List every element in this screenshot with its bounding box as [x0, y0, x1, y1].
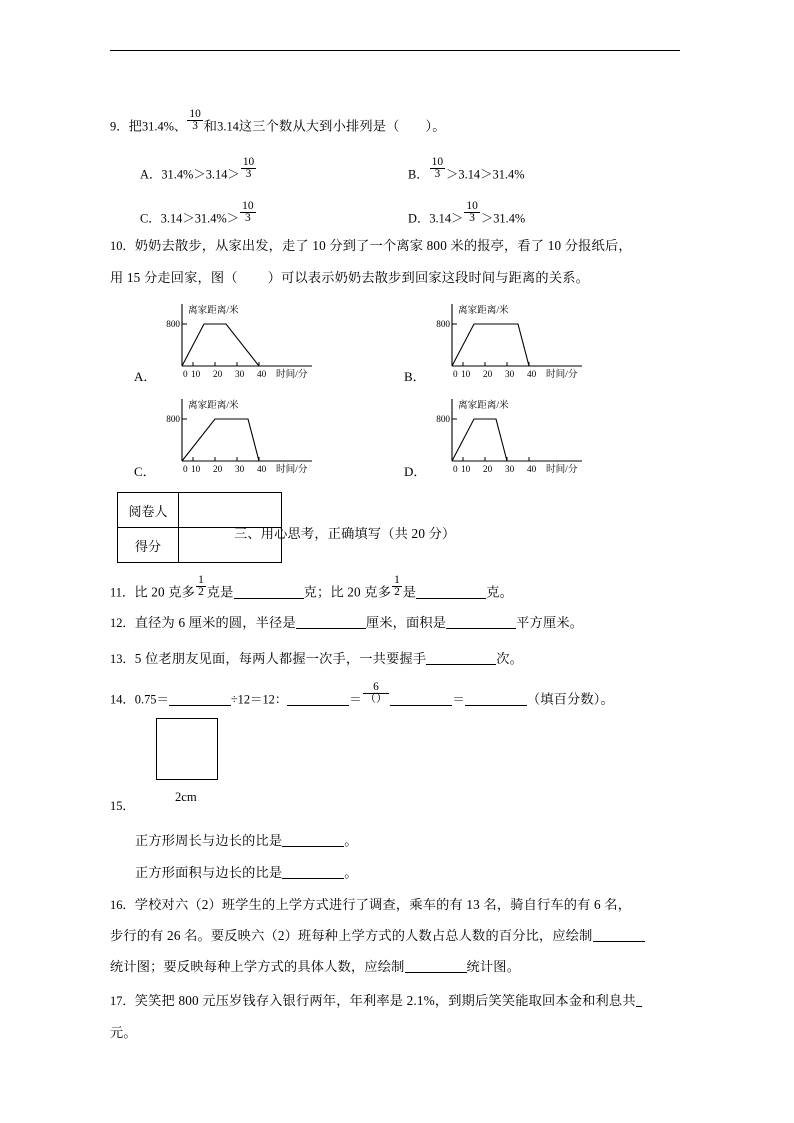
q9-option-a-numerator: 10	[242, 155, 255, 168]
question-10-number: 10．	[110, 239, 135, 253]
q11-fraction-1	[196, 575, 206, 599]
chart-b-ylabel: 离家距离/米	[458, 305, 509, 316]
chart-b-xtick-2: 20	[483, 369, 493, 379]
chart-c-xtick-0: 0	[183, 464, 188, 474]
question-10-chart-b-label: B．	[404, 369, 426, 384]
q10-line1-text: 奶奶去散步，从家出发，走了 10 分到了一个离家 800 米的报亭，看了 10 分报纸后，	[134, 238, 632, 253]
question-16-line-2	[110, 923, 645, 949]
q9-option-d-numerator: 10	[466, 199, 478, 212]
q16-answer-blank-1[interactable]	[593, 929, 645, 943]
q9-option-b-key: B．	[408, 167, 429, 182]
question-9-option-b[interactable]	[408, 155, 525, 184]
q11-text-3: 是	[402, 584, 417, 600]
q9-option-c-numerator: 10	[242, 199, 254, 212]
q9-option-c-denominator: 3	[240, 212, 255, 225]
q11-fraction-2-numerator: 1	[394, 573, 400, 586]
question-17-number: 17．	[110, 994, 135, 1008]
question-14	[110, 680, 614, 713]
header-rule	[110, 50, 680, 51]
q9-text-a: 把	[128, 118, 142, 134]
q12-answer-blank-2[interactable]	[446, 616, 516, 630]
question-15-square-figure	[156, 718, 218, 780]
q11-answer-blank-1[interactable]	[234, 585, 304, 599]
question-10-line-1	[110, 233, 632, 259]
q16-line2-text: 步行的有 26 名。要反映六（2）班每种上学方式的人数占总人数的百分比，应绘制	[110, 928, 593, 943]
question-14-number: 14．	[110, 692, 135, 707]
question-11-number: 11．	[110, 585, 135, 600]
question-13-number: 13．	[110, 652, 135, 666]
q9-option-c-pre: 3.14＞31.4%＞	[160, 211, 240, 226]
q9-text-c: 这三个数从大到小排列是（	[238, 118, 400, 134]
question-11	[110, 573, 513, 606]
question-17-line-2	[110, 1020, 137, 1046]
chart-b-svg	[430, 300, 600, 380]
chart-c-yvalue: 800	[166, 414, 180, 424]
q9-option-d-pre: 3.14＞	[429, 211, 464, 226]
chart-a-xlabel: 时间/分	[276, 369, 308, 380]
q11-text-1: 比 20 克多	[134, 584, 196, 600]
question-9-option-a[interactable]	[140, 155, 257, 184]
q17-line1-text: 笑笑把 800 元压岁钱存入银行两年，年利率是 2.1%，到期后笑笑能取回本金和利息共	[134, 993, 636, 1008]
chart-d-xtick-3: 30	[505, 464, 515, 474]
q15-answer-blank-2[interactable]	[282, 866, 344, 880]
chart-d-xtick-1: 10	[461, 464, 471, 474]
question-9-stem	[110, 107, 446, 140]
question-12-number: 12．	[110, 616, 135, 630]
q10-line2-text-a: 用 15 分走回家，图（	[110, 270, 238, 285]
q14-fraction-denominator: （）	[364, 693, 388, 706]
question-9-option-d[interactable]	[408, 199, 526, 228]
section-3-title-text: 三、用心思考，正确填写（共 20 分）	[234, 526, 456, 541]
q9-option-a-denominator: 3	[241, 168, 256, 181]
chart-b-yvalue: 800	[436, 319, 450, 329]
q14-answer-blank-3[interactable]	[390, 692, 452, 706]
chart-d-data-line	[452, 419, 507, 461]
chart-d-xtick-4: 40	[527, 464, 537, 474]
q14-fraction-numerator: 6	[373, 680, 379, 693]
q9-option-b-denominator: 3	[430, 168, 445, 181]
chart-a-xtick-3: 30	[235, 369, 245, 379]
q16-line3-text-a: 统计图；要反映每种上学方式的具体人数，应绘制	[110, 959, 405, 974]
q15-line1-period: 。	[344, 833, 358, 848]
q9-fraction-denominator: 3	[187, 120, 202, 133]
q9-fraction	[187, 109, 202, 133]
chart-b-data-line	[452, 324, 529, 366]
question-10-chart-a-label: A．	[134, 369, 157, 384]
chart-b-xtick-1: 10	[461, 369, 471, 379]
chart-a-yvalue: 800	[166, 319, 180, 329]
q12-answer-blank-1[interactable]	[296, 616, 366, 630]
chart-c-xlabel: 时间/分	[276, 464, 308, 475]
question-16-line-3	[110, 954, 520, 980]
q17-answer-blank[interactable]	[636, 994, 642, 1008]
chart-a-data-line	[182, 324, 259, 366]
question-15-figure-label: 2cm	[175, 790, 197, 804]
score-table-score-label: 得分	[118, 528, 179, 563]
chart-a-xtick-1: 10	[191, 369, 201, 379]
q14-answer-blank-2[interactable]	[287, 692, 349, 706]
chart-a-xtick-2: 20	[213, 369, 223, 379]
q14-answer-blank-4[interactable]	[465, 692, 527, 706]
q9-option-b-post: ＞3.14＞31.4%	[446, 167, 525, 182]
q14-fraction	[363, 682, 390, 706]
chart-d-svg	[430, 395, 600, 475]
q9-option-d-key: D．	[408, 211, 430, 226]
question-10-chart-a[interactable]	[160, 300, 330, 380]
chart-d-xlabel: 时间/分	[546, 464, 578, 475]
q11-unit-2: 克。	[486, 584, 513, 600]
q9-option-a-key: A．	[140, 167, 162, 182]
chart-a-svg	[160, 300, 330, 380]
q15-line2-text: 正方形面积与边长的比是	[135, 865, 283, 880]
q9-value-2: 3.14	[217, 119, 239, 134]
q9-option-c-fraction	[240, 201, 255, 225]
q12-text-1: 直径为 6 厘米的圆，半径是	[134, 615, 296, 630]
q9-fraction-numerator: 10	[189, 107, 201, 120]
q11-fraction-1-denominator: 2	[198, 586, 204, 599]
question-12	[110, 610, 583, 636]
question-15-line-1	[135, 828, 358, 854]
q9-option-a-fraction	[241, 157, 256, 181]
q13-answer-blank[interactable]	[426, 652, 496, 666]
question-10-chart-c-label: C．	[134, 464, 156, 479]
question-17-line-1	[110, 988, 642, 1014]
question-13	[110, 646, 523, 672]
q9-text-d: ）。	[425, 118, 446, 134]
section-3-title	[234, 521, 455, 547]
q9-option-d-fraction	[464, 201, 479, 225]
chart-b-xlabel: 时间/分	[546, 369, 578, 380]
chart-a-xtick-0: 0	[183, 369, 188, 379]
q11-fraction-2-denominator: 2	[394, 586, 400, 599]
q14-text-3: ＝	[349, 692, 362, 707]
q9-option-b-numerator: 10	[431, 155, 444, 168]
q14-text-1: 0.75＝	[134, 692, 169, 707]
question-15-number: 15．	[110, 799, 135, 813]
question-10-chart-b[interactable]	[430, 300, 600, 380]
score-table-reviewer-label: 阅卷人	[118, 493, 179, 528]
question-10-chart-c[interactable]	[160, 395, 330, 475]
chart-c-ylabel: 离家距离/米	[188, 400, 239, 411]
q13-text-1: 5 位老朋友见面，每两人都握一次手，一共要握手	[134, 651, 427, 666]
q12-text-3: 平方厘米。	[516, 615, 584, 630]
q9-option-d-denominator: 3	[464, 212, 479, 225]
chart-b-xtick-3: 30	[505, 369, 515, 379]
chart-a-xtick-4: 40	[257, 369, 267, 379]
q11-answer-blank-2[interactable]	[416, 585, 486, 599]
chart-c-xtick-1: 10	[191, 464, 201, 474]
q10-line2-text-b: ）可以表示奶奶去散步到回家这段时间与距离的关系。	[267, 270, 589, 285]
chart-c-xtick-2: 20	[213, 464, 223, 474]
q9-text-b: 和	[203, 118, 218, 134]
q11-fraction-2	[392, 575, 402, 599]
chart-c-data-line	[182, 419, 259, 461]
question-16-number: 16．	[110, 898, 135, 912]
question-9-option-c[interactable]	[140, 199, 257, 228]
chart-b-xtick-4: 40	[527, 369, 537, 379]
q15-line2-period: 。	[344, 865, 358, 880]
q9-option-a-pre: 31.4%＞3.14＞	[161, 167, 240, 182]
q14-answer-blank-1[interactable]	[169, 692, 231, 706]
chart-d-yvalue: 800	[436, 414, 450, 424]
q16-line1-text: 学校对六（2）班学生的上学方式进行了调查，乘车的有 13 名，骑自行车的有 6 名，	[134, 897, 632, 912]
q17-line2-text: 元。	[110, 1025, 137, 1040]
q9-option-c-key: C．	[140, 211, 161, 226]
chart-d-ylabel: 离家距离/米	[458, 400, 509, 411]
q14-text-5: （填百分数）。	[526, 691, 614, 707]
q9-value-1: 31.4%、	[141, 119, 187, 134]
q11-fraction-1-numerator: 1	[198, 573, 204, 586]
q12-text-2: 厘米，面积是	[365, 615, 447, 630]
question-15-line-2	[135, 860, 358, 886]
question-10-chart-d-label: D．	[404, 464, 427, 479]
question-10-chart-d[interactable]	[430, 395, 600, 475]
chart-c-xtick-3: 30	[235, 464, 245, 474]
question-15-number-row	[110, 793, 135, 819]
q14-text-2: ÷12＝12：	[230, 692, 288, 707]
chart-c-xtick-4: 40	[257, 464, 267, 474]
q13-text-2: 次。	[496, 651, 523, 666]
q14-text-4: ＝	[452, 692, 465, 707]
question-10-line-2	[110, 265, 589, 291]
chart-d-xtick-0: 0	[453, 464, 458, 474]
chart-a-ylabel: 离家距离/米	[188, 305, 239, 316]
q11-unit-1: 克；比 20 克多	[303, 584, 392, 600]
q9-option-d-post: ＞31.4%	[480, 211, 526, 226]
chart-c-svg	[160, 395, 330, 475]
q9-option-b-fraction	[430, 157, 445, 181]
chart-b-xtick-0: 0	[453, 369, 458, 379]
q16-answer-blank-2[interactable]	[405, 960, 467, 974]
chart-d-xtick-2: 20	[483, 464, 493, 474]
question-9-number: 9．	[110, 119, 129, 134]
q15-line1-text: 正方形周长与边长的比是	[135, 833, 283, 848]
q15-answer-blank-1[interactable]	[282, 834, 344, 848]
q11-text-2: 克是	[206, 584, 234, 600]
q16-line3-text-b: 统计图。	[466, 959, 521, 974]
question-16-line-1	[110, 892, 631, 918]
